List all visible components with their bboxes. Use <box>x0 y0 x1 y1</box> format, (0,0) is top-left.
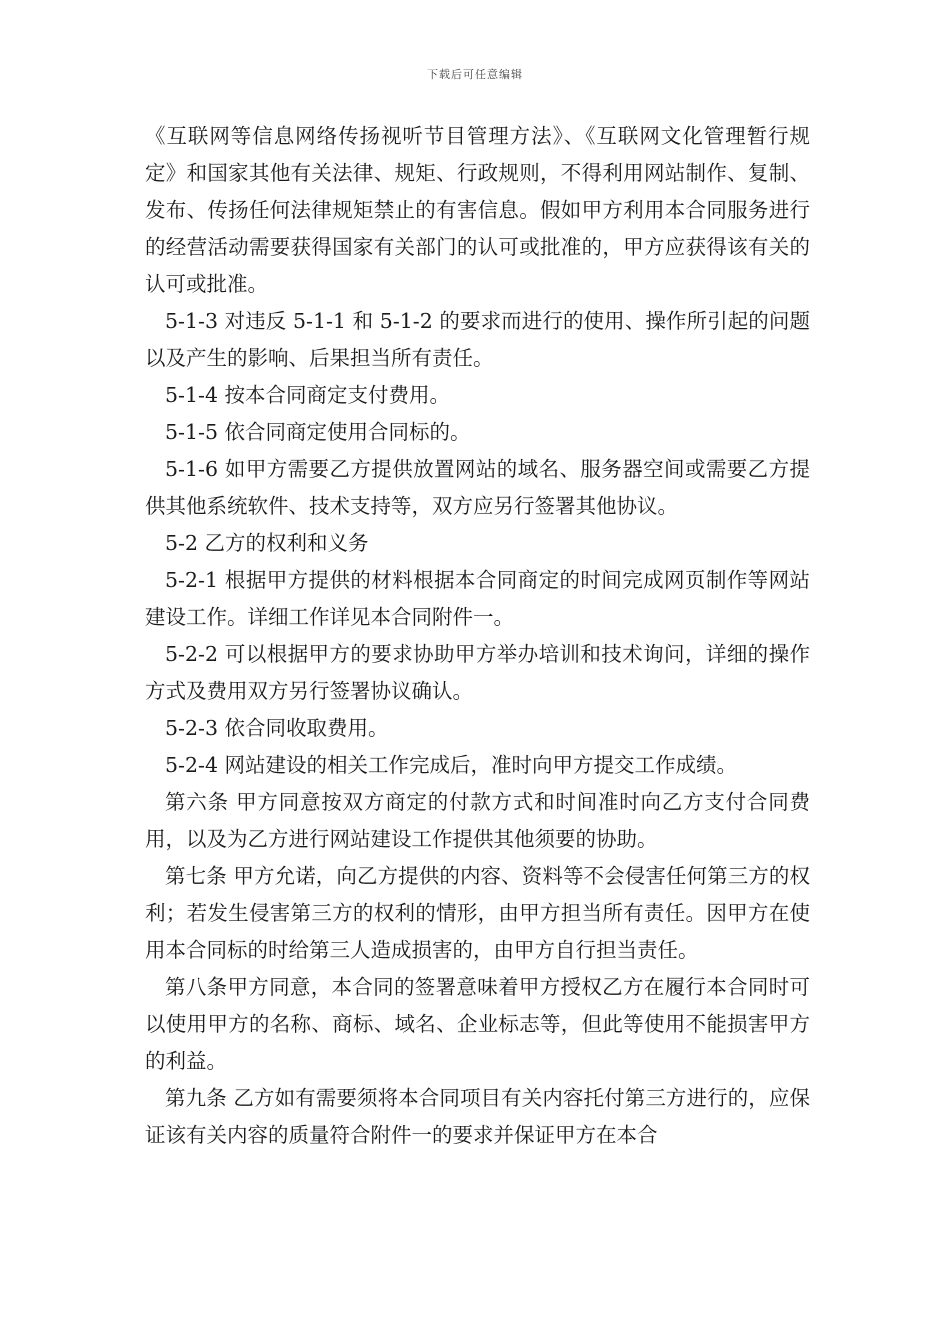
paragraph-continuation: 《互联网等信息网络传扬视听节目管理方法》、《互联网文化管理暂行规定》和国家其他有关法律、规矩、行政规则，不得利用网站制作、复制、发布、传扬任何法律规矩禁止的有害信息。假如甲方利用本合同服务进行的经营活动需要获得国家有关部门的认可或批准的，甲方应获得该有关的认可或批准。 <box>145 124 810 296</box>
article-9: 第九条 乙方如有需要须将本合同项目有关内容托付第三方进行的，应保证该有关内容的质量符合附件一的要求并保证甲方在本合 <box>145 1086 810 1147</box>
document-body <box>145 118 810 1154</box>
clause-5-2-4: 5-2-4 网站建设的相关工作完成后，准时向甲方提交工作成绩。 <box>165 753 737 777</box>
article-7: 第七条 甲方允诺，向乙方提供的内容、资料等不会侵害任何第三方的权利；若发生侵害第三方的权利的情形，由甲方担当所有责任。因甲方在使用本合同标的时给第三人造成损害的，由甲方自行担当责任。 <box>145 864 810 962</box>
clause-5-2-2: 5-2-2 可以根据甲方的要求协助甲方举办培训和技术询问，详细的操作方式及费用双方另行签署协议确认。 <box>145 642 810 703</box>
clause-5-1-6: 5-1-6 如甲方需要乙方提供放置网站的域名、服务器空间或需要乙方提供其他系统软件、技术支持等，双方应另行签署其他协议。 <box>145 457 810 518</box>
clause-5-2-3: 5-2-3 依合同收取费用。 <box>165 716 389 740</box>
article-8: 第八条甲方同意，本合同的签署意味着甲方授权乙方在履行本合同时可以使用甲方的名称、商标、域名、企业标志等，但此等使用不能损害甲方的利益。 <box>145 975 810 1073</box>
clause-5-2-1: 5-2-1 根据甲方提供的材料根据本合同商定的时间完成网页制作等网站建设工作。详细工作详见本合同附件一。 <box>145 568 810 629</box>
section-5-2-heading: 5-2 乙方的权利和义务 <box>165 531 369 555</box>
clause-5-1-4: 5-1-4 按本合同商定支付费用。 <box>165 383 450 407</box>
article-6: 第六条 甲方同意按双方商定的付款方式和时间准时向乙方支付合同费用，以及为乙方进行网站建设工作提供其他须要的协助。 <box>145 790 810 851</box>
clause-5-1-3: 5-1-3 对违反 5-1-1 和 5-1-2 的要求而进行的使用、操作所引起的问题以及产生的影响、后果担当所有责任。 <box>145 309 810 370</box>
page-header: 下载后可任意编辑 <box>427 68 523 81</box>
clause-5-1-5: 5-1-5 依合同商定使用合同标的。 <box>165 420 471 444</box>
